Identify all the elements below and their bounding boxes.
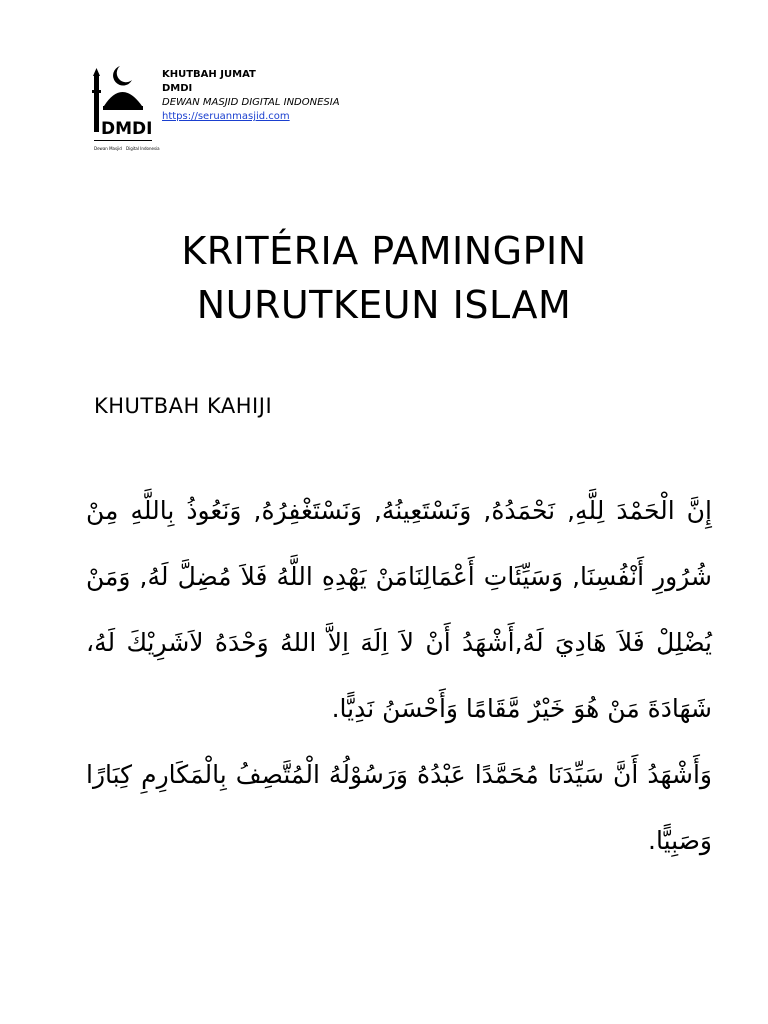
title-line-2: NURUTKEUN ISLAM (196, 283, 572, 327)
arabic-opening-text (86, 478, 712, 874)
dmdi-logo (92, 60, 160, 156)
logo-letters: DMDI (101, 119, 153, 139)
header-text-block (162, 68, 340, 124)
document-header (92, 60, 512, 160)
logo-caption-right: Digital Indonesia (126, 146, 160, 151)
section-heading: KHUTBAH KAHIJI (94, 394, 273, 418)
page-title (0, 224, 768, 332)
website-link[interactable]: https://seruanmasjid.com (162, 111, 290, 122)
arabic-paragraph-2: وَأَشْهَدُ أَنَّ سَيِّدَنَا مُحَمَّدًا عَبْدُهُ وَرَسُوْلُهُ الْمُتَّصِفُ بِالْمَكَارِمِ كِبَارًا وَصَبِيًّا. (86, 760, 712, 855)
logo-caption-left: Dewan Masjid (94, 146, 122, 151)
header-line-khutbah-jumat: KHUTBAH JUMAT (162, 69, 256, 80)
title-line-1: KRITÉRIA PAMINGPIN (181, 229, 587, 273)
arabic-paragraph-1: إِنَّ الْحَمْدَ لِلَّهِ, نَحْمَدُهُ, وَنَسْتَعِينُهُ, وَنَسْتَغْفِرُهُ, وَنَعُوذُ بِاللَّهِ مِنْ شُرُورِ أَنْفُسِنَا, وَسَيِّئَاتِ أَعْمَالِنَامَنْ يَهْدِهِ اللَّهُ فَلاَ مُضِلَّ لَهُ, وَمَنْ يُضْلِلْ فَلاَ هَادِيَ لَهُ,أَشْهَدُ أَنْ لاَ اِلَهَ اِلاَّ اللهُ وَحْدَهُ لاَشَرِيْكَ لَهُ، شَهَادَةَ مَنْ هُوَ خَيْرٌ مَّقَامًا وَأَحْسَنُ نَدِيًّا. (86, 496, 712, 723)
header-line-dmdi: DMDI (162, 83, 193, 94)
header-line-organization: DEWAN MASJID DIGITAL INDONESIA (162, 97, 340, 108)
